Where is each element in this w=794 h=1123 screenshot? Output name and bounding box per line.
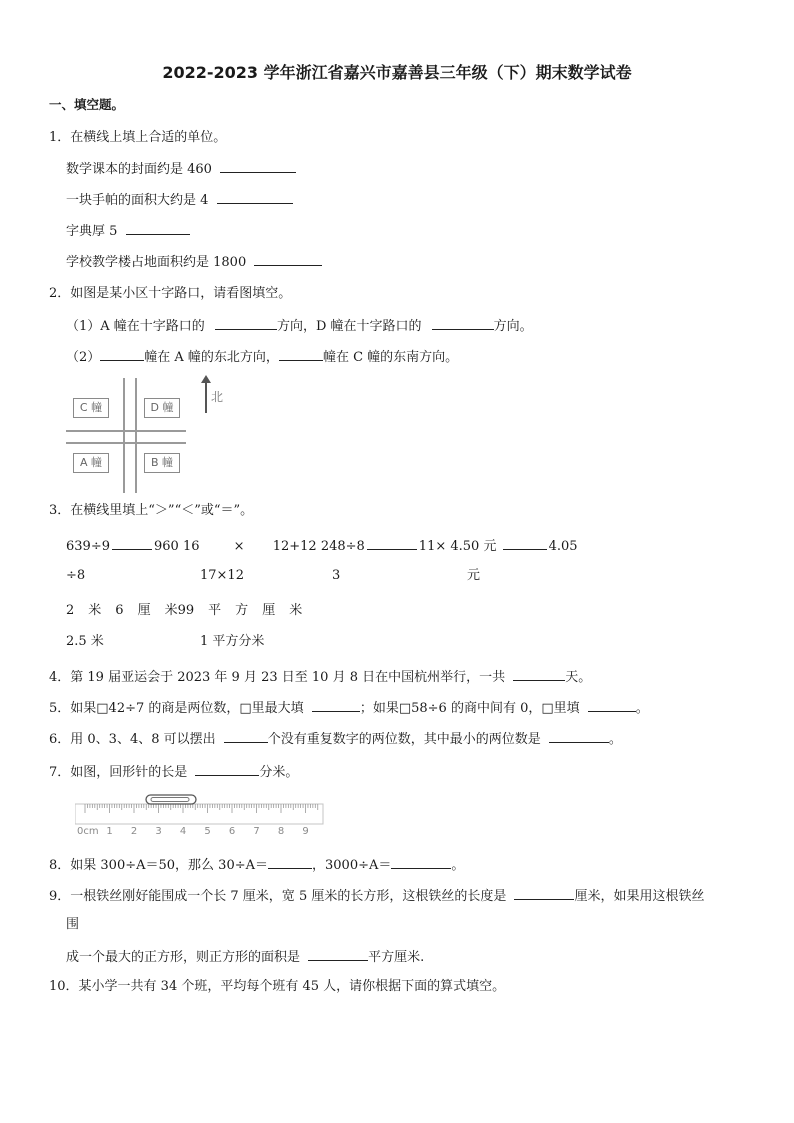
question-7: [49, 762, 298, 782]
question-1-stem: 1．在横线上填上合适的单位。: [49, 130, 227, 145]
question-3-stem: 3．在横线里填上“＞”“＜”或“＝”。: [49, 503, 254, 518]
answer-blank[interactable]: [217, 190, 293, 204]
q3-word: 6: [115, 603, 124, 618]
q7-text-b: 分米。: [259, 765, 299, 780]
question-1-item-b: [66, 190, 293, 210]
building-d: D 幢: [144, 398, 180, 418]
page-title: 2022-2023 学年浙江省嘉兴市嘉善县三年级（下）期末数学试卷: [162, 63, 632, 82]
question-2-part-2: [66, 347, 458, 367]
answer-blank[interactable]: [112, 536, 152, 550]
question-2-part-1: [66, 316, 533, 336]
q2p2-text-c: 幢在 C 幢的东南方向。: [322, 350, 459, 365]
building-b: B 幢: [144, 453, 180, 473]
answer-blank[interactable]: [195, 762, 259, 776]
q3-expr: 4.05: [548, 539, 578, 554]
answer-blank[interactable]: [588, 698, 636, 712]
answer-blank[interactable]: [100, 347, 144, 361]
q3-word: 米: [289, 603, 303, 618]
q2p1-text-b: 方向，D 幢在十字路口的: [276, 319, 422, 334]
answer-blank[interactable]: [268, 855, 312, 869]
q3-word: 米: [88, 603, 102, 618]
q2p1-text-a: （1）A 幢在十字路口的: [66, 319, 205, 334]
question-4: [49, 667, 591, 687]
answer-blank[interactable]: [514, 886, 574, 900]
question-8: [49, 855, 464, 875]
q3-row-3: [66, 602, 302, 620]
q3-expr: ÷8: [66, 568, 86, 583]
q3-row-1: [66, 536, 578, 556]
q3-expr: 639÷9: [66, 539, 110, 554]
q8-text-c: 。: [451, 858, 465, 873]
q4-text-b: 天。: [565, 670, 592, 685]
paper-clip-icon: [146, 795, 196, 804]
answer-blank[interactable]: [279, 347, 323, 361]
building-a: A 幢: [73, 453, 109, 473]
q7-text-a: 7．如图，回形针的长是: [49, 765, 188, 780]
q5-text-c: 。: [635, 701, 649, 716]
q8-text-b: ，3000÷A＝: [312, 858, 392, 873]
q1b-text: 一块手帕的面积大约是 4: [66, 193, 209, 208]
answer-blank[interactable]: [254, 252, 322, 266]
answer-blank[interactable]: [367, 536, 417, 550]
ruler-label: 8: [277, 826, 285, 837]
question-1-item-d: [66, 252, 322, 272]
q3-word: 厘: [262, 603, 276, 618]
q3-word: 方: [235, 603, 249, 618]
q8-text-a: 8．如果 300÷A＝50，那么 30÷A＝: [49, 858, 268, 873]
ruler-figure: [75, 790, 325, 838]
answer-blank[interactable]: [215, 316, 277, 330]
q9-text-a: 9．一根铁丝刚好能围成一个长 7 厘米，宽 5 厘米的长方形，这根铁丝的长度是: [49, 889, 507, 904]
q3-word: 厘: [137, 603, 151, 618]
q5-text-b: ；如果□58÷6 的商中间有 0，□里填: [359, 701, 580, 716]
q9-text-b: 厘米，如果用这根铁丝: [574, 889, 705, 904]
q3-expr: 11×: [418, 539, 447, 554]
q9-text-e: 平方厘米.: [368, 950, 425, 965]
q2p2-text-a: （2）: [66, 350, 101, 365]
question-6: [49, 729, 622, 749]
q3-expr: ×: [233, 539, 245, 554]
q3-word: 平: [208, 603, 222, 618]
q3-expr: 4.50 元: [450, 539, 497, 554]
q3-word: 米: [164, 603, 178, 618]
q6-text-b: 个没有重复数字的两位数，其中最小的两位数是: [267, 732, 541, 747]
q6-text-a: 6．用 0、3、4、8 可以摆出: [49, 732, 216, 747]
answer-blank[interactable]: [503, 536, 547, 550]
ruler-label: 7: [253, 826, 260, 837]
ruler-label: 4: [179, 826, 187, 837]
q5-text-a: 5．如果□42÷7 的商是两位数，□里最大填: [49, 701, 304, 716]
q3-word: 99: [177, 603, 195, 618]
answer-blank[interactable]: [126, 221, 190, 235]
ruler-label: 2: [130, 826, 138, 837]
ruler-labels: [77, 826, 309, 837]
answer-blank[interactable]: [220, 159, 296, 173]
answer-blank[interactable]: [312, 698, 360, 712]
answer-blank[interactable]: [432, 316, 494, 330]
q3-row-2-d: 元: [467, 568, 481, 583]
road-line: [66, 430, 186, 432]
q2p1-text-c: 方向。: [493, 319, 533, 334]
road-line: [123, 378, 125, 493]
question-9-line-1: [49, 886, 705, 906]
answer-blank[interactable]: [549, 729, 609, 743]
q3-row-2-c: 3: [332, 568, 341, 583]
q2p2-text-b: 幢在 A 幢的东北方向，: [144, 350, 279, 365]
ruler-label: 0cm: [77, 826, 99, 837]
answer-blank[interactable]: [308, 947, 368, 961]
q1d-text: 学校教学楼占地面积约是 1800: [66, 255, 247, 270]
question-10: 10．某小学一共有 34 个班，平均每个班有 45 人，请你根据下面的算式填空。: [49, 979, 506, 994]
ruler-label: 3: [155, 826, 162, 837]
answer-blank[interactable]: [391, 855, 451, 869]
answer-blank[interactable]: [224, 729, 268, 743]
q3-row-2-b: 17×12: [200, 568, 244, 583]
section-heading: 一、填空题。: [49, 97, 125, 112]
ruler-label: 5: [204, 826, 211, 837]
ruler-label: 1: [106, 826, 113, 837]
answer-blank[interactable]: [513, 667, 565, 681]
q9-text-d: 成一个最大的正方形，则正方形的面积是: [66, 950, 301, 965]
north-label: 北: [211, 390, 224, 404]
q3-word: 2: [66, 603, 75, 618]
question-2-stem: 2．如图是某小区十字路口，请看图填空。: [49, 286, 292, 301]
q1a-text: 数学课本的封面约是 460: [66, 162, 212, 177]
q6-text-c: 。: [608, 732, 622, 747]
q3-row-4-b: 1 平方分米: [200, 634, 265, 649]
q4-text-a: 4．第 19 届亚运会于 2023 年 9 月 23 日至 10 月 8 日在中国杭州举行，一共: [49, 670, 506, 685]
question-5: [49, 698, 649, 718]
q3-expr: 960: [153, 539, 179, 554]
q3-row-2: [66, 567, 85, 585]
question-9-line-3: [66, 947, 424, 967]
ruler-label: 9: [302, 826, 309, 837]
q3-expr: 12+12: [272, 539, 317, 554]
ruler-label: 6: [228, 826, 236, 837]
road-line: [66, 442, 186, 444]
q3-expr: 248÷8: [320, 539, 365, 554]
q3-row-4-a: 2.5 米: [66, 634, 104, 649]
building-c: C 幢: [73, 398, 109, 418]
q1c-text: 字典厚 5: [66, 224, 118, 239]
question-1-item-a: [66, 159, 296, 179]
question-1-item-c: [66, 221, 190, 241]
q3-expr: 16: [182, 539, 200, 554]
question-9-line-2: 围: [66, 917, 80, 932]
road-line: [135, 378, 137, 493]
